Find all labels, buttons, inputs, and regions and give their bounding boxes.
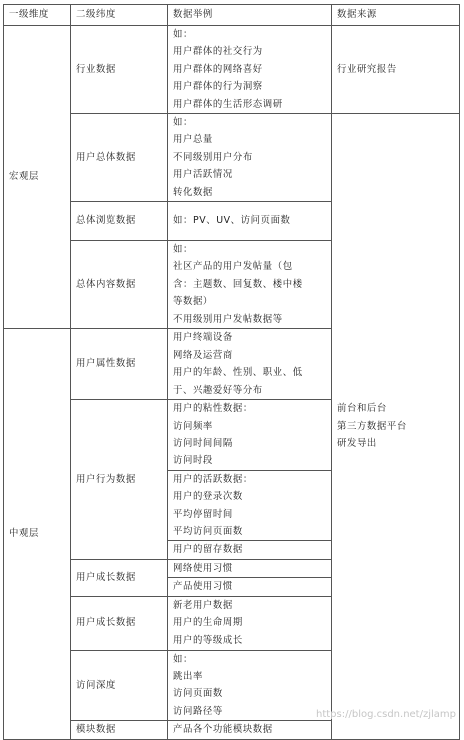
level2-user-attr: 用户属性数据 [71,329,168,400]
examples-product-habit: 产品使用习惯 [168,578,332,596]
examples-user-behavior-retention: 用户的留存数据 [168,541,332,559]
examples-network-habit: 网络使用习惯 [168,559,332,577]
examples-module: 产品各个功能模块数据 [168,721,332,739]
level2-overall-content: 总体内容数据 [71,241,168,329]
level1-macro: 宏观层 [4,26,71,329]
data-dimension-table [3,4,460,740]
level1-middle: 中观层 [4,329,71,740]
header-examples: 数据举例 [168,5,332,26]
level2-user-growth-1: 用户成长数据 [71,559,168,596]
examples-user-attr: 用户终端设备 网络及运营商 用户的年龄、性别、职业、低 于、兴趣爱好等分布 [168,329,332,400]
header-source: 数据来源 [332,5,460,26]
examples-user-growth-2: 新老用户数据 用户的生命周期 用户的等级成长 [168,596,332,650]
level2-module: 模块数据 [71,721,168,739]
source-middle: 前台和后台 第三方数据平台 研发导出 [332,114,460,740]
level2-user-overall: 用户总体数据 [71,114,168,202]
watermark-text: https://blog.csdn.net/zjlamp [316,709,456,720]
level2-visit-depth: 访问深度 [71,650,168,721]
level2-overall-browse: 总体浏览数据 [71,202,168,241]
header-level1: 一级维度 [4,5,71,26]
examples-user-behavior-activity: 用户的活跃数据： 用户的登录次数 平均停留时间 平均访问页面数 [168,470,332,541]
examples-user-overall: 如： 用户总量 不同级别用户分布 用户活跃情况 转化数据 [168,114,332,202]
examples-overall-content: 如： 社区产品的用户发帖量（包 含：主题数、回复数、楼中楼 等数据） 不用级别用户发帖数据等 [168,241,332,329]
source-industry: 行业研究报告 [332,26,460,114]
examples-user-behavior-stickiness: 用户的粘性数据： 访问频率 访问时间间隔 访问时段 [168,400,332,471]
level2-user-behavior: 用户行为数据 [71,400,168,560]
table-row [4,114,460,202]
level2-industry: 行业数据 [71,26,168,114]
examples-visit-depth: 如： 跳出率 访问页面数 访问路径等 [168,650,332,721]
examples-industry: 如： 用户群体的社交行为 用户群体的网络喜好 用户群体的行为洞察 用户群体的生活形态调研 [168,26,332,114]
level2-user-growth-2: 用户成长数据 [71,596,168,650]
table-row [4,26,460,114]
header-row [4,5,460,26]
examples-overall-browse: 如：PV、UV、访问页面数 [168,202,332,241]
header-level2: 二级纬度 [71,5,168,26]
